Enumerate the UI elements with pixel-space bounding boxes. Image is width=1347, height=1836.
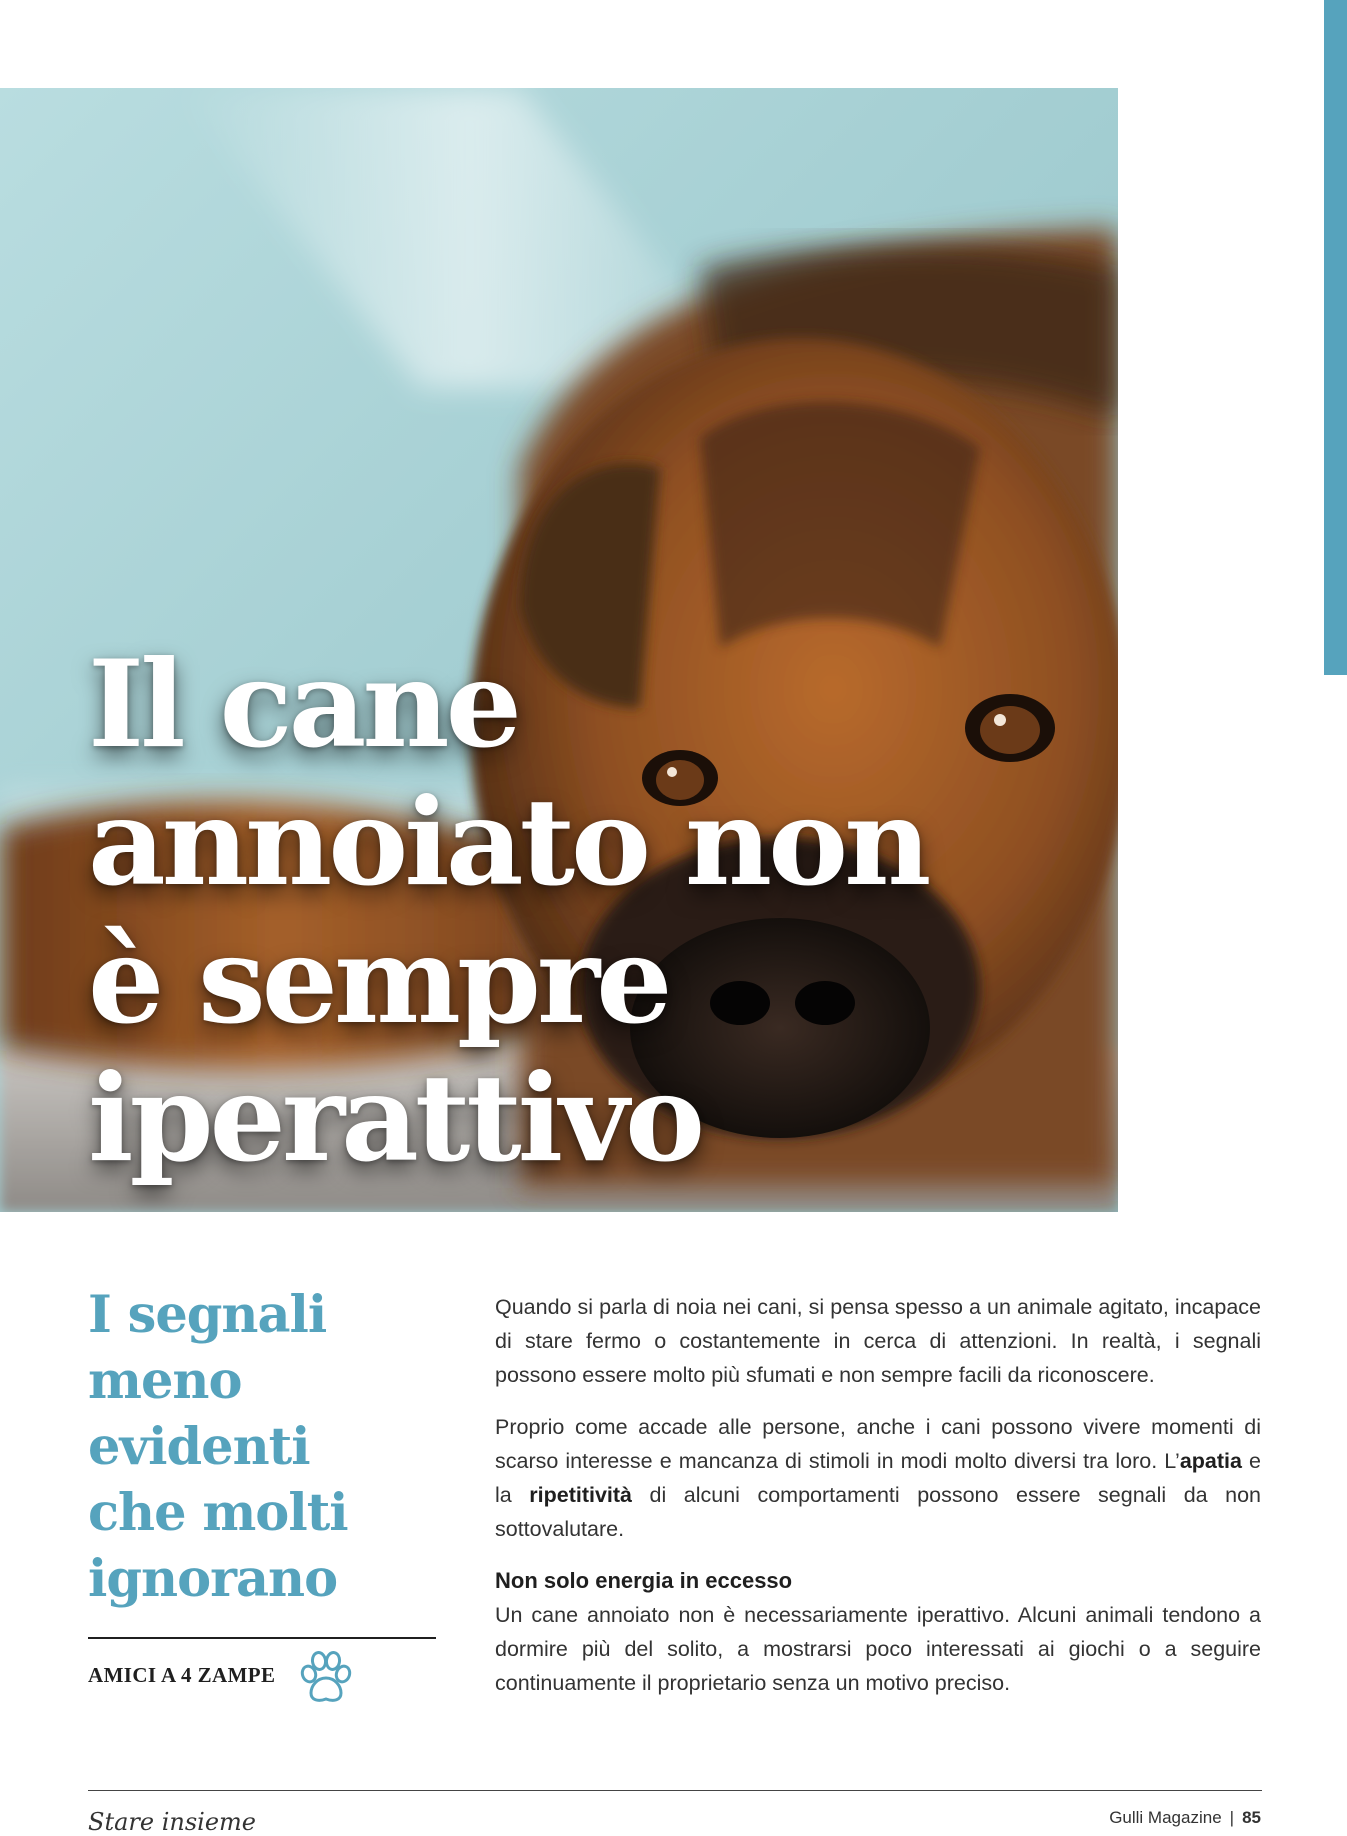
subhead-line: meno: [88, 1351, 242, 1411]
subhead-line: evidenti: [88, 1417, 310, 1477]
title-line: iperattivo: [88, 1048, 702, 1189]
footer-folio: [1109, 1808, 1261, 1828]
subhead-line: ignorano: [88, 1549, 338, 1609]
article-subheading: [88, 1282, 433, 1612]
body-paragraph: [495, 1410, 1261, 1546]
section-label: AMICI A 4 ZAMPE: [88, 1663, 276, 1687]
subhead-line: che molti: [88, 1483, 348, 1543]
section-color-tab: [1324, 0, 1347, 675]
body-paragraph: Quando si parla di noia nei cani, si pensa spesso a un animale agitato, incapace di stare fermo o costantemente in cerca di attenzioni. In realtà, i segnali possono essere molto più sfumati e non sempre facili da riconoscere.: [495, 1295, 1261, 1387]
title-line: è sempre: [88, 910, 669, 1051]
folio-separator: |: [1229, 1808, 1235, 1827]
subhead-divider: [88, 1637, 436, 1639]
emphasis-ripetitivita: ripetitività: [529, 1483, 633, 1507]
section-heading: Non solo energia in eccesso: [495, 1568, 793, 1593]
body-paragraph: Un cane annoiato non è necessariamente iperattivo. Alcuni animali tendono a dormire più del solito, a mostrarsi poco interessati ai giochi o a seguire continuamente il proprietario senza un motivo preciso.: [495, 1603, 1261, 1695]
emphasis-apatia: apatia: [1179, 1449, 1242, 1473]
hero-photo: [0, 88, 1118, 1212]
article-body: [495, 1290, 1261, 1718]
footer-divider: [88, 1790, 1262, 1791]
subhead-line: I segnali: [88, 1285, 327, 1345]
text-run: Proprio come accade alle persone, anche i cani possono vivere momenti di scarso interesse e mancanza di stimoli in modi molto diversi tra loro. L’: [495, 1415, 1261, 1473]
text-run: e la: [495, 1449, 1261, 1507]
article-title: [88, 636, 927, 1188]
magazine-name: Gulli Magazine: [1109, 1808, 1222, 1827]
footer-section-name: Stare insieme: [88, 1808, 256, 1836]
title-line: Il cane: [88, 634, 518, 775]
text-run: di alcuni comportamenti possono essere segnali da non sottovalutare.: [495, 1483, 1261, 1541]
page-number: 85: [1242, 1808, 1261, 1827]
title-line: annoiato non: [88, 772, 928, 913]
paw-print-icon: [297, 1650, 355, 1706]
